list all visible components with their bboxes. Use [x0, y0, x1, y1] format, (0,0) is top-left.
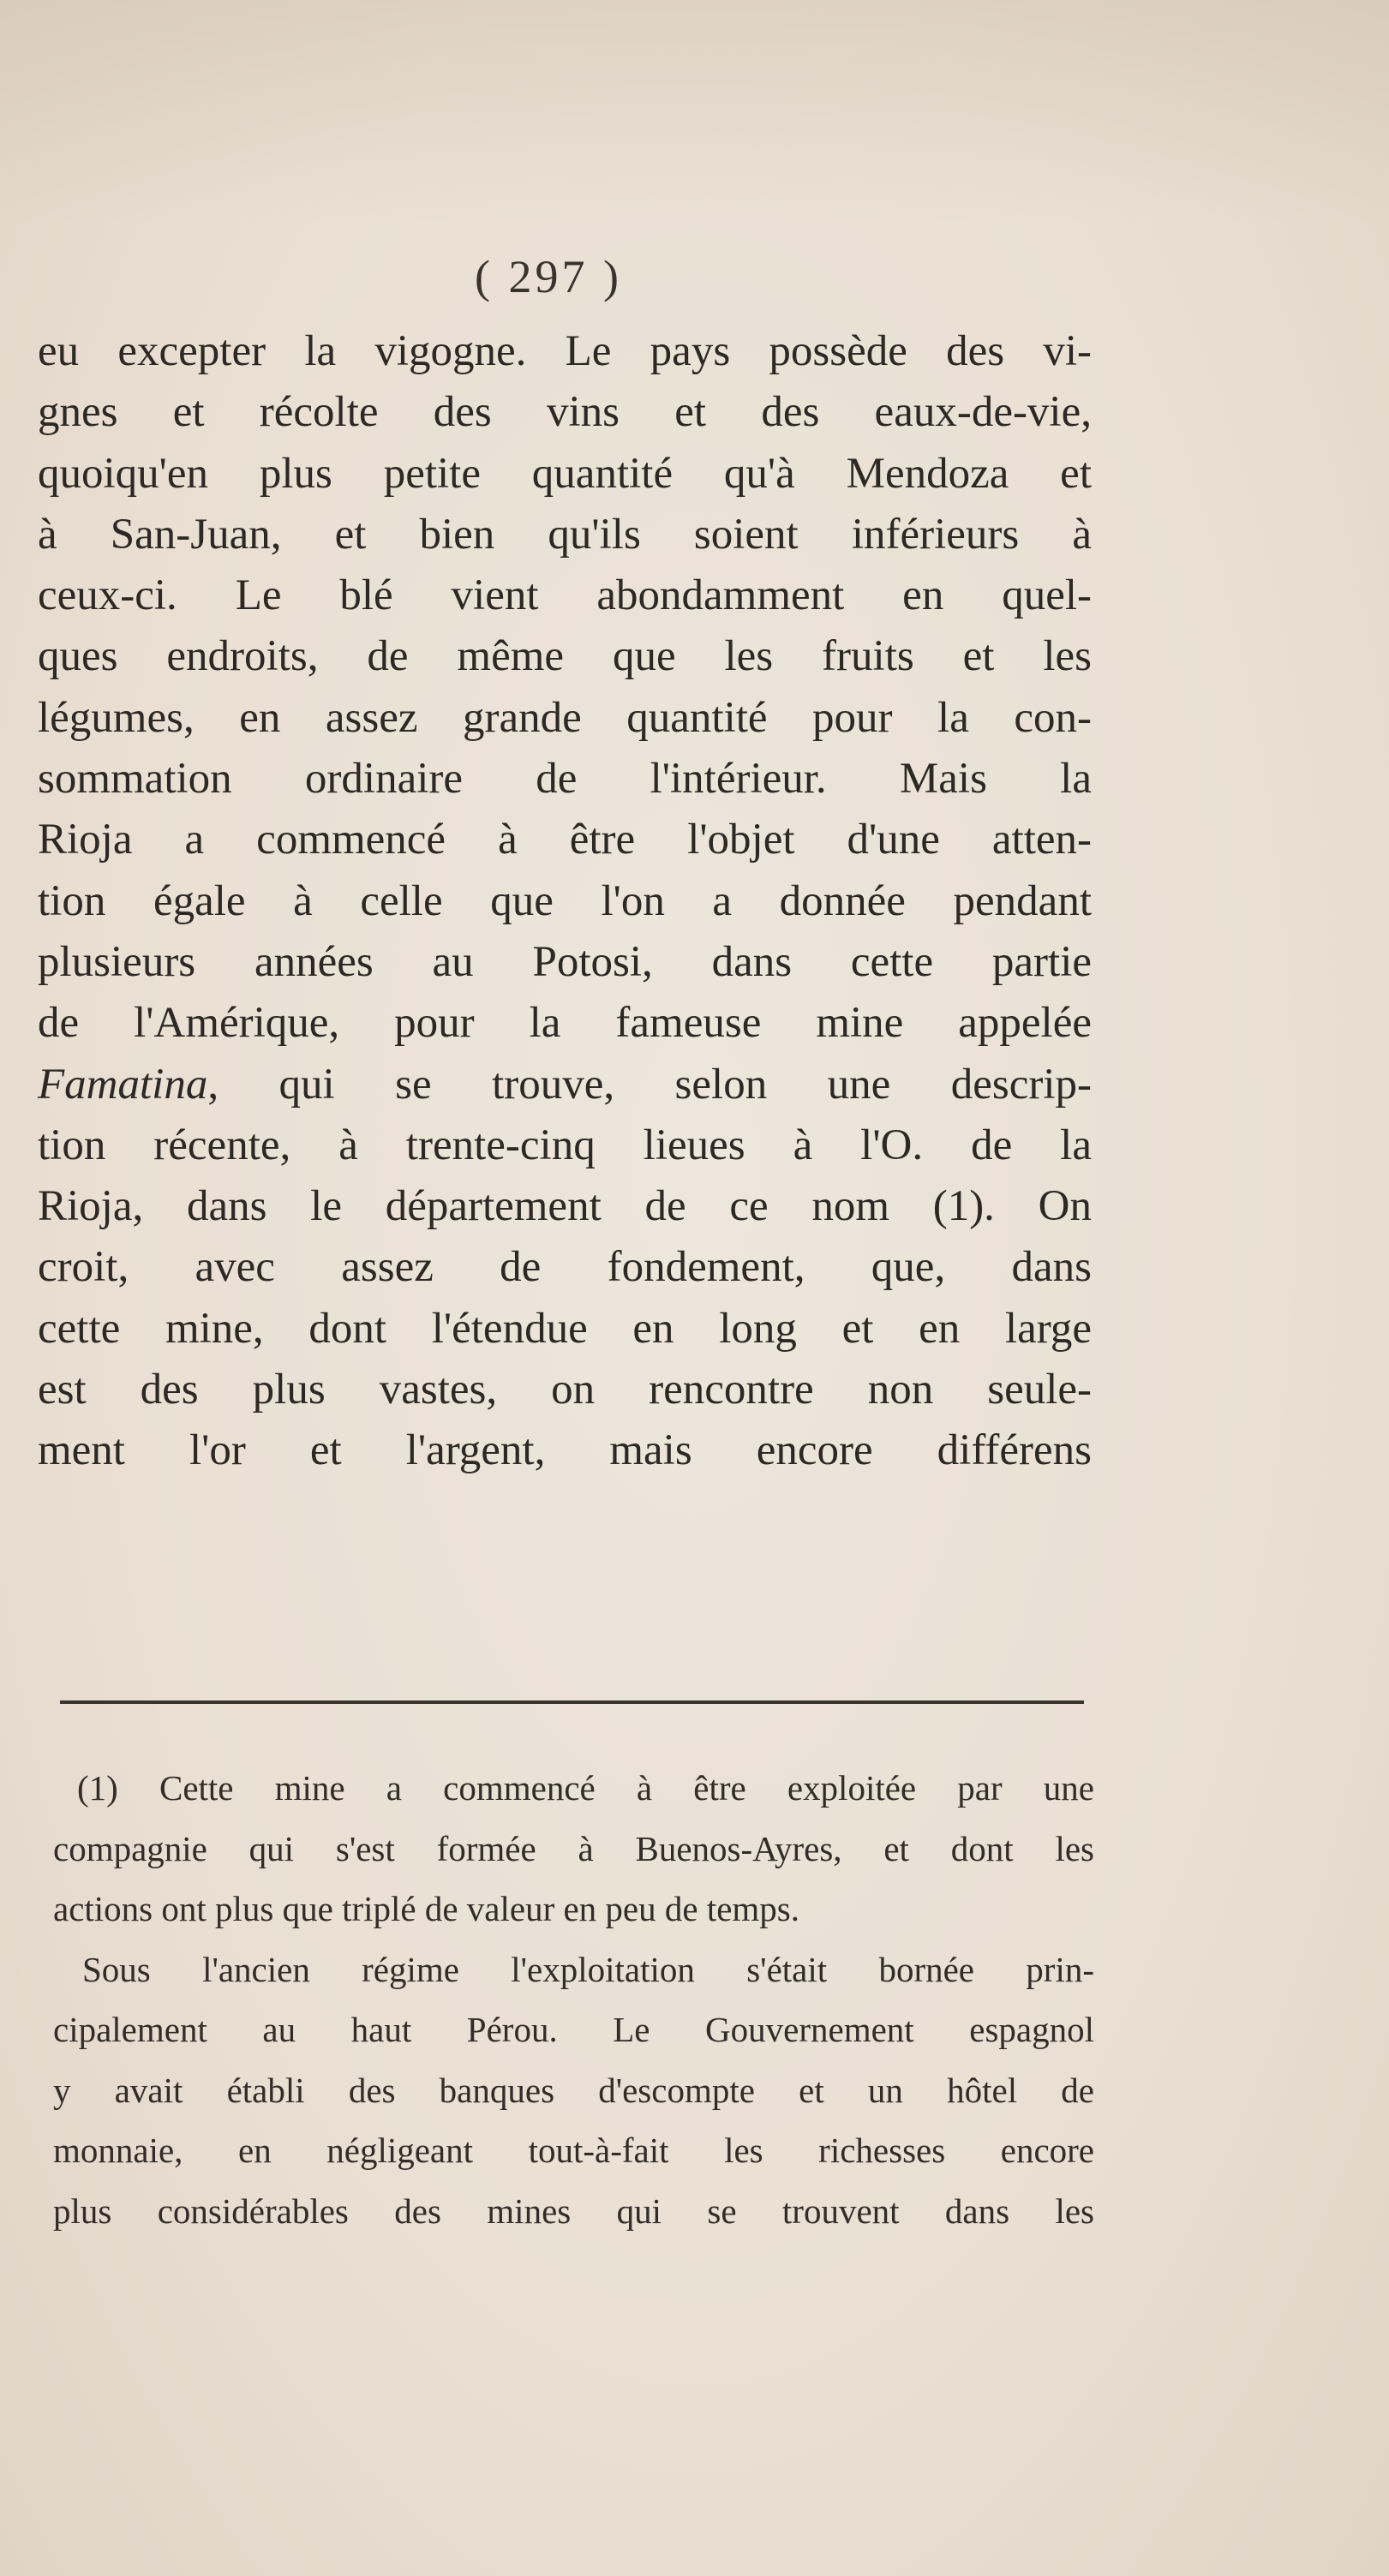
footnote-line: actions ont plus que triplé de valeur en peu de temps. — [53, 1889, 800, 1928]
footnote-rule — [60, 1700, 1084, 1704]
text-line: plusieurs années au Potosi, dans cette partie — [38, 937, 1092, 986]
text-line-italic-start — [38, 1055, 1092, 1115]
text-line: à San-Juan, et bien qu'ils soient inférieurs à — [38, 510, 1092, 559]
footnote-line: cipalement au haut Pérou. Le Gouvernement espagnol — [53, 2010, 1094, 2049]
text-line: cette mine, dont l'étendue en long et en large — [38, 1304, 1092, 1353]
footnote-line: (1) Cette mine a commencé à être exploitée par une — [77, 1768, 1094, 1808]
text-line-rest: , qui se trouve, selon une descrip- — [207, 1060, 1092, 1109]
text-line: ques endroits, de même que les fruits et les — [38, 632, 1092, 681]
page-number: ( 297 ) — [475, 251, 622, 302]
text-line: de l'Amérique, pour la fameuse mine appelée — [38, 999, 1092, 1048]
text-line: quoiqu'en plus petite quantité qu'à Mendoza et — [38, 449, 1092, 498]
italic-mine-name: Famatina — [38, 1060, 208, 1109]
text-line: ment l'or et l'argent, mais encore différens — [38, 1426, 1092, 1475]
text-line: gnes et récolte des vins et des eaux-de-vie, — [38, 388, 1092, 437]
text-line: est des plus vastes, on rencontre non seule- — [38, 1366, 1092, 1414]
text-line: Rioja a commencé à être l'objet d'une atten- — [38, 816, 1092, 864]
footnote-line: compagnie qui s'est formée à Buenos-Ayres, et dont les — [53, 1828, 1094, 1868]
text-line: tion égale à celle que l'on a donnée pendant — [38, 876, 1092, 925]
footnote-line: y avait établi des banques d'escompte et un hôtel de — [53, 2070, 1094, 2110]
text-line: Rioja, dans le département de ce nom (1). On — [38, 1182, 1092, 1231]
footnotes — [53, 1758, 1094, 2241]
text-line: ceux-ci. Le blé vient abondamment en quel- — [38, 571, 1092, 620]
text-line: tion récente, à trente-cinq lieues à l'O. de la — [38, 1121, 1092, 1169]
footnote-line: Sous l'ancien régime l'exploitation s'était bornée prin- — [82, 1949, 1094, 1989]
text-line: eu excepter la vigogne. Le pays possède des vi- — [38, 327, 1092, 375]
text-line: sommation ordinaire de l'intérieur. Mais la — [38, 755, 1092, 804]
main-text — [38, 321, 1092, 1482]
footnote-line: plus considérables des mines qui se trouvent dans les — [53, 2190, 1094, 2231]
footnote-line: monnaie, en négligeant tout-à-fait les richesses encore — [53, 2131, 1094, 2170]
text-line: légumes, en assez grande quantité pour la con- — [38, 693, 1092, 742]
text-line: croit, avec assez de fondement, que, dans — [38, 1243, 1092, 1292]
paper-stain — [0, 0, 1389, 223]
